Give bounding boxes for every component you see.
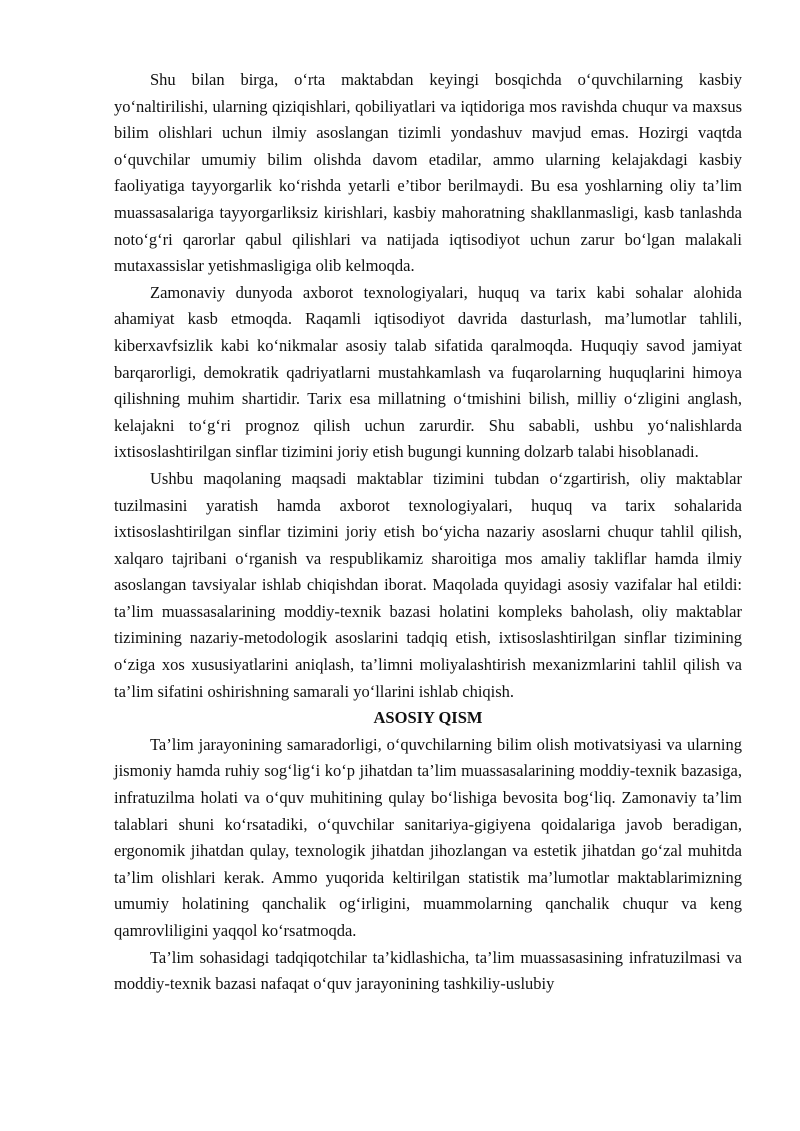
document-page bbox=[114, 67, 742, 998]
paragraph-article-goal: Ushbu maqolaning maqsadi maktablar tizimini tubdan o‘zgartirish, oliy maktablar tuzilmasini yaratish hamda axborot texnologiyalari, huquq va tarix sohalarida ixtisoslashtirilgan sinflar tizimini joriy etish bo‘yicha nazariy asoslarni chuqur tahlil qilish, xalqaro tajribani o‘rganish va respublikamiz sharoitiga mos amaliy takliflar hamda ilmiy asoslangan tavsiyalar ishlab chiqishdan iborat. Maqolada quyidagi asosiy vazifalar hal etildi: ta’lim muassasalarining moddiy-texnik bazasi holatini kompleks baholash, oliy maktablar tizimining nazariy-metodologik asoslarini tadqiq etish, ixtisoslashtirilgan sinflar tizimining o‘ziga xos xususiyatlarini aniqlash, ta’limni moliyalashtirish mexanizmlarini tahlil qilish va ta’lim sifatini oshirishning samarali yo‘llarini ishlab chiqish. bbox=[114, 468, 742, 701]
paragraph-researchers: Ta’lim sohasidagi tadqiqotchilar ta’kidlashicha, ta’lim muassasasining infratuzilmasi va moddiy-texnik bazasi nafaqat o‘quv jarayonining tashkiliy-uslubiy bbox=[114, 947, 742, 994]
paragraph-modern-fields: Zamonaviy dunyoda axborot texnologiyalari, huquq va tarix kabi sohalar alohida ahamiyat kasb etmoqda. Raqamli iqtisodiyot davrida dasturlash, ma’lumotlar tahlili, kiberxavfsizlik kabi ko‘nikmalar asosiy talab sifatida qaralmoqda. Huquqiy savod jamiyat barqarorligi, demokratik qadriyatlarni mustahkamlash va fuqarolarning huquqlarini himoya qilishning muhim shartidir. Tarix esa millatning o‘tmishini bilish, milliy o‘zligini anglash, kelajakni to‘g‘ri prognoz qilish uchun zarurdir. Shu sababli, ushbu yo‘nalishlarda ixtisoslashtirilgan sinflar tizimini joriy etish bugungi kunning dolzarb talabi hisoblanadi. bbox=[114, 282, 742, 462]
paragraph-vocational-orientation: Shu bilan birga, o‘rta maktabdan keyingi bosqichda o‘quvchilarning kasbiy yo‘naltirilishi, ularning qiziqishlari, qobiliyatlari va iqtidoriga mos ravishda chuqur va maxsus bilim olishlari uchun ilmiy asoslangan tizimli yondashuv mavjud emas. Hozirgi vaqtda o‘quvchilar umumiy bilim olishda davom etadilar, ammo ularning kelajakdagi kasbiy faoliyatiga tayyorgarlik ko‘rishda yetarli e’tibor berilmaydi. Bu esa yoshlarning oliy ta’lim muassasalariga tayyorgarliksiz kirishlari, kasbiy mahoratning shakllanmasligi, kasb tanlashda noto‘g‘ri qarorlar qabul qilishlari va natijada iqtisodiyot uchun zarur bo‘lgan malakali mutaxassislar yetishmasligiga olib kelmoqda. bbox=[114, 70, 742, 276]
section-heading: ASOSIY QISM bbox=[373, 708, 483, 728]
paragraph-education-efficiency: Ta’lim jarayonining samaradorligi, o‘quvchilarning bilim olish motivatsiyasi va ularning jismoniy hamda ruhiy sog‘lig‘i ko‘p jihatdan ta’lim muassasalarining moddiy-texnik bazasiga, infratuzilma holati va o‘quv muhitining qulay bo‘lishiga bevosita bog‘liq. Zamonaviy ta’lim talablari shuni ko‘rsatadiki, o‘quvchilar sanitariya-gigiyena qoidalariga javob beradigan, ergonomik jihatdan qulay, texnologik jihatdan jihozlangan va estetik jihatdan go‘zal muhitda ta’lim olishlari kerak. Ammo yuqorida keltirilgan statistik ma’lumotlar maktablarimizning umumiy holatining qanchalik og‘irligini, muammolarning qanchalik chuqur va keng qamrovliligini yaqqol ko‘rsatmoqda. bbox=[114, 734, 742, 940]
